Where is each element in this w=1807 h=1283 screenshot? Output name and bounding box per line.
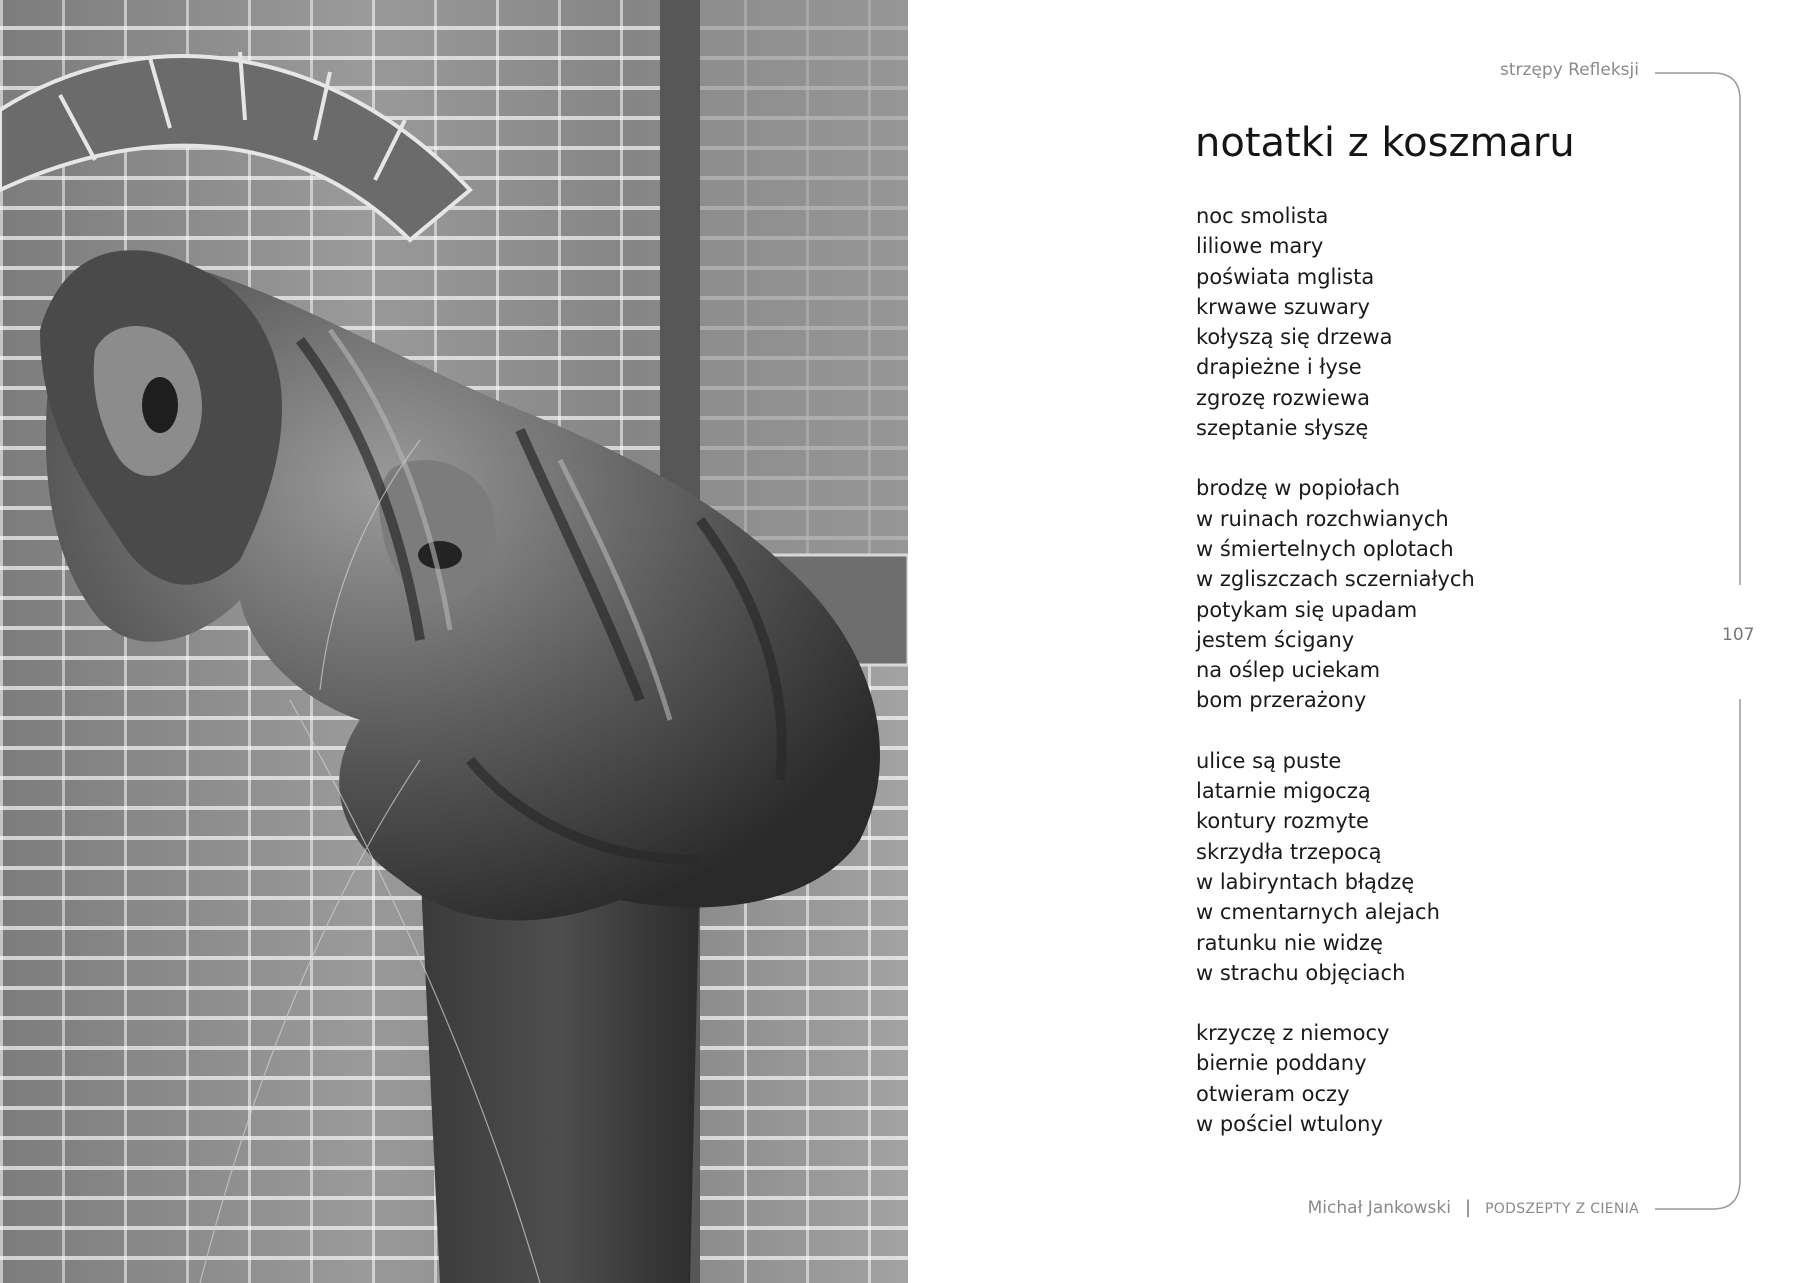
poem-line: w zgliszczach sczerniałych (1196, 567, 1475, 592)
poem-line: zgrozę rozwiewa (1196, 385, 1371, 410)
gargoyle-mouth (142, 377, 178, 433)
brick-arch (0, 56, 470, 240)
poem-line: biernie poddany (1196, 1051, 1367, 1076)
poem-line: w cmentarnych alejach (1196, 900, 1440, 925)
poem-body (1196, 201, 1616, 1169)
poem-line: krwawe szuwary (1196, 294, 1370, 319)
poem-line: kontury rozmyte (1196, 809, 1369, 834)
poem-line: drapieżne i łyse (1196, 355, 1362, 380)
stone-column (420, 860, 700, 1283)
poem-line: ratunku nie widzę (1196, 930, 1383, 955)
author-name: Michał Jankowski (1307, 1198, 1451, 1218)
poem-line: latarnie migoczą (1196, 779, 1371, 804)
poem-line: w pościel wtulony (1196, 1112, 1383, 1137)
poem-line: w ruinach rozchwianych (1196, 506, 1449, 531)
poem-line: potykam się upadam (1196, 597, 1418, 622)
poem-line: poświata mglista (1196, 264, 1375, 289)
poem-line: na oślep uciekam (1196, 658, 1381, 683)
footer-separator: | (1464, 1197, 1472, 1218)
page-footer (1308, 1197, 1639, 1218)
section-label: strzępy Refleksji (1500, 60, 1639, 80)
poem-line: noc smolista (1196, 204, 1329, 228)
poem-line: w strachu objęciach (1196, 960, 1406, 985)
poem-line: kołyszą się drzewa (1196, 325, 1393, 350)
poem-line: w śmiertelnych oplotach (1196, 536, 1454, 561)
poem-line: bom przerażony (1196, 688, 1367, 713)
poem-line: krzyczę z niemocy (1196, 1021, 1390, 1046)
poem-line: szeptanie słyszę (1196, 416, 1369, 441)
poem-line: liliowe mary (1196, 234, 1324, 259)
poem-line: otwieram oczy (1196, 1081, 1350, 1106)
poem-stanza (1196, 473, 1616, 715)
poem-line: ulice są puste (1196, 748, 1342, 773)
poem-line: brodzę w popiołach (1196, 476, 1401, 501)
poem-line: w labiryntach błądzę (1196, 869, 1415, 894)
poem-stanza (1196, 201, 1616, 443)
page-number: 107 (1722, 625, 1755, 645)
poem-line: jestem ścigany (1196, 627, 1355, 652)
poem-stanza (1196, 746, 1616, 988)
poem-title: notatki z koszmaru (1195, 120, 1575, 166)
book-title: PODSZEPTY Z CIENIA (1485, 1201, 1639, 1217)
poem-stanza (1196, 1018, 1616, 1139)
poem-line: skrzydła trzepocą (1196, 839, 1382, 864)
